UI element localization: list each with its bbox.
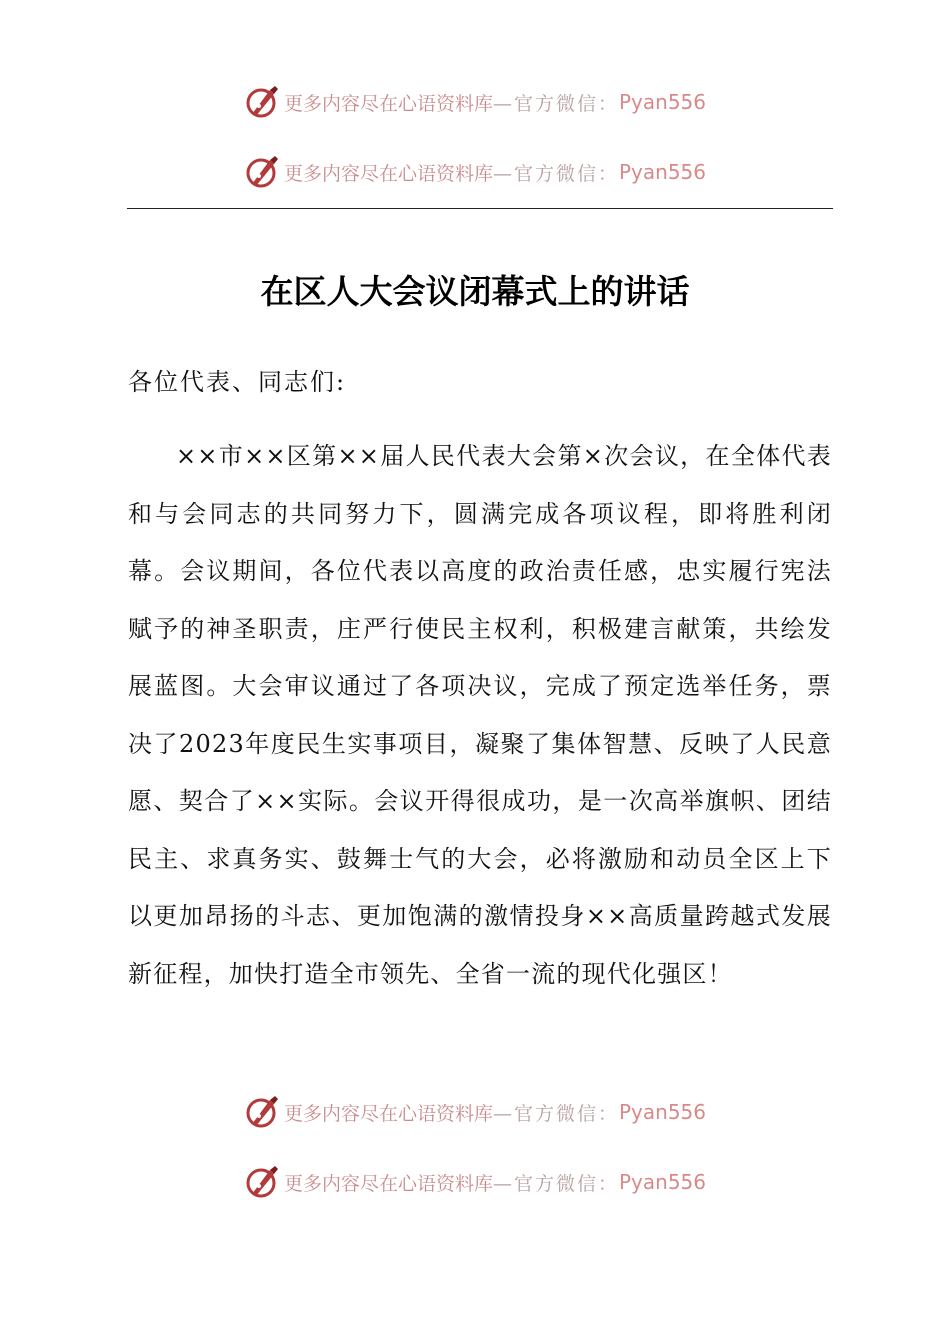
watermark-text: 更多内容尽在心语资料库: [283, 162, 493, 185]
watermark-text: 更多内容尽在心语资料库: [283, 1172, 493, 1195]
watermark-wechat-id: Pyan556: [619, 1100, 707, 1124]
watermark-wechat-id: Pyan556: [619, 1170, 707, 1194]
watermark-wechat-id: Pyan556: [619, 90, 707, 114]
fountain-pen-logo-icon: [244, 84, 280, 120]
fountain-pen-logo-icon: [244, 1164, 280, 1200]
watermark-text: 更多内容尽在心语资料库: [283, 92, 493, 115]
watermark-banner: [0, 82, 950, 122]
body-paragraph-text: ××市××区第××届人民代表大会第×次会议，在全体代表和与会同志的共同努力下，圆满完成各项议程，即将胜利闭幕。会议期间，各位代表以高度的政治责任感，忠实履行宪法赋予的神圣职责，庄严行使民主权利，积极建言献策，共绘发展蓝图。大会审议通过了各项决议，完成了预定选举任务，票决了2023年度民生实事项目，凝聚了集体智慧、反映了人民意愿、契合了××实际。会议开得很成功，是一次高举旗帜、团结民主、求真务实、鼓舞士气的大会，必将激励和动员全区上下以更加昂扬的斗志、更加饱满的激情投身××高质量跨越式发展新征程，加快打造全市领先、全省一流的现代化强区！: [128, 442, 832, 988]
watermark-banner: [0, 1092, 950, 1132]
document-title: 在区人大会议闭幕式上的讲话: [260, 272, 690, 311]
watermark-official-label: —官方微信：: [492, 1172, 619, 1195]
watermark-banner: [0, 152, 950, 192]
watermark-wechat-id: Pyan556: [619, 160, 707, 184]
watermark-banner: [0, 1162, 950, 1202]
salutation: 各位代表、同志们:: [128, 368, 347, 396]
watermark-official-label: —官方微信：: [492, 162, 619, 185]
fountain-pen-logo-icon: [244, 1094, 280, 1130]
header-divider: [127, 208, 833, 209]
watermark-text: 更多内容尽在心语资料库: [283, 1102, 493, 1125]
body-paragraph: [128, 428, 832, 1003]
fountain-pen-logo-icon: [244, 154, 280, 190]
watermark-official-label: —官方微信：: [492, 92, 619, 115]
watermark-official-label: —官方微信：: [492, 1102, 619, 1125]
